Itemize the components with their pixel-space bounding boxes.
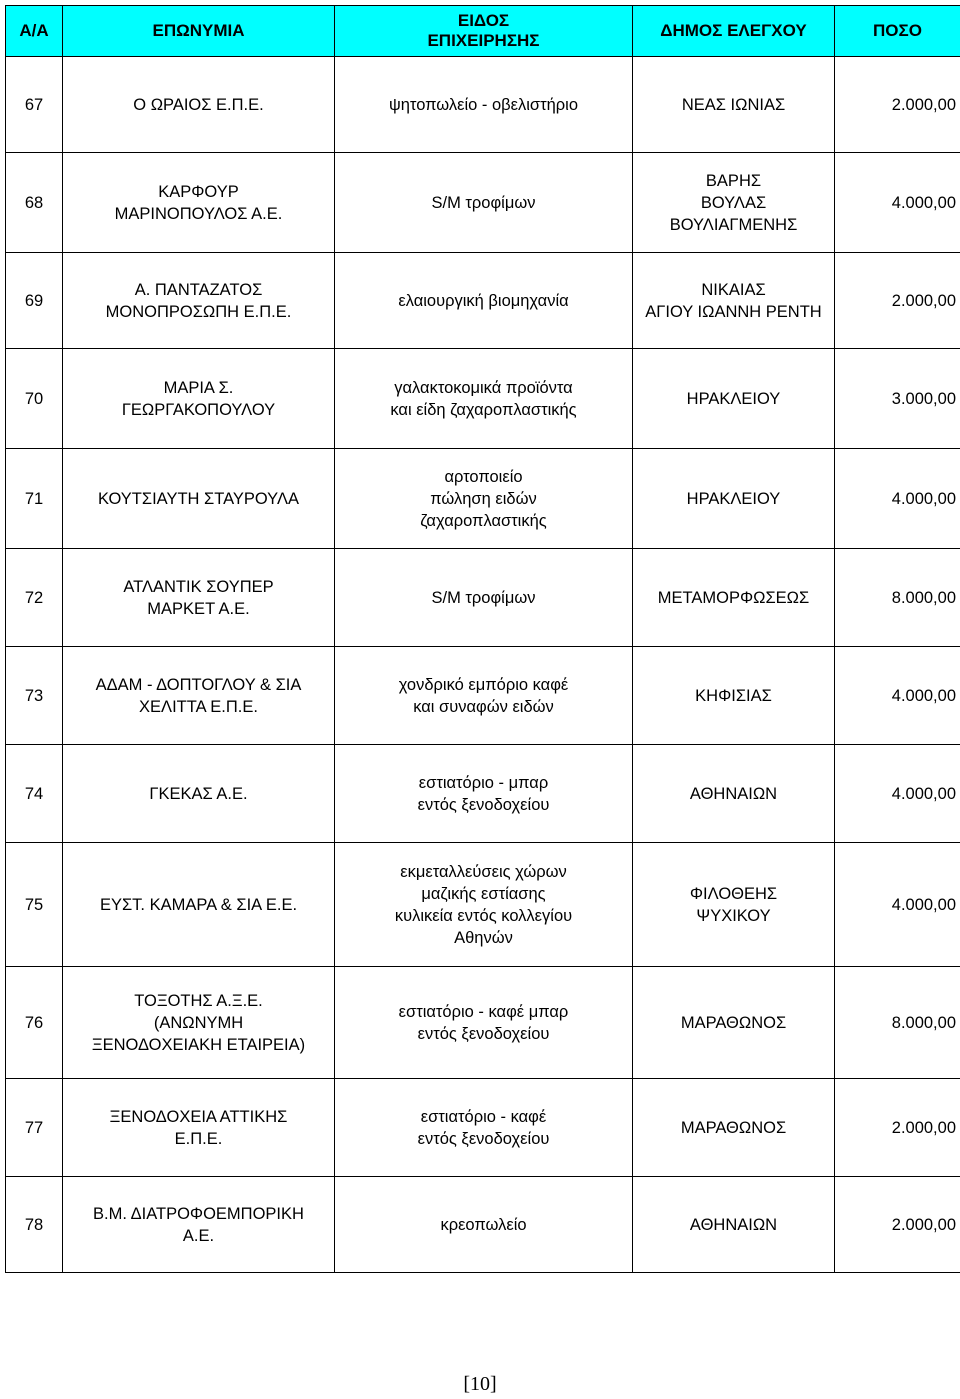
- cell-municipality: [633, 1079, 835, 1177]
- cell-municipality-line: ΦΙΛΟΘΕΗΣ: [689, 884, 778, 903]
- cell-company-name-line: Α. ΠΑΝΤΑΖΑΤΟΣ: [134, 280, 263, 299]
- cell-company-name: [63, 549, 335, 647]
- cell-municipality: [633, 549, 835, 647]
- cell-business-type-line: χονδρικό εμπόριο καφέ: [398, 675, 569, 694]
- cell-business-type-line: εστιατόριο - μπαρ: [418, 773, 549, 792]
- cell-municipality-line: ΒΑΡΗΣ: [705, 171, 762, 190]
- cell-company-name-line: ΜΟΝΟΠΡΟΣΩΠΗ Ε.Π.Ε.: [105, 302, 292, 321]
- cell-amount: 4.000,00: [835, 153, 960, 253]
- table-row: [6, 843, 960, 967]
- cell-company-name-line: Α.Ε.: [182, 1226, 215, 1245]
- cell-company-name-line: ΓΚΕΚΑΣ Α.Ε.: [149, 784, 248, 803]
- table-row: [6, 549, 960, 647]
- table-row: [6, 745, 960, 843]
- cell-business-type-line: και συναφών ειδών: [413, 697, 554, 716]
- cell-business-type-line: S/M τροφίμων: [431, 588, 536, 607]
- cell-municipality-line: ΒΟΥΛΙΑΓΜΕΝΗΣ: [669, 215, 798, 234]
- cell-municipality-line: ΝΕΑΣ ΙΩΝΙΑΣ: [681, 95, 786, 114]
- cell-municipality: [633, 647, 835, 745]
- cell-amount: 2.000,00: [835, 57, 960, 153]
- cell-company-name: [63, 253, 335, 349]
- cell-business-type-line: μαζικής εστίασης: [421, 884, 546, 903]
- cell-aa: 73: [6, 647, 63, 745]
- cell-municipality: [633, 449, 835, 549]
- cell-business-type-line: εστιατόριο - καφέ: [420, 1107, 547, 1126]
- cell-municipality: [633, 745, 835, 843]
- cell-aa: 75: [6, 843, 63, 967]
- cell-company-name: [63, 349, 335, 449]
- cell-company-name-line: ΧΕΛΙΤΤΑ Ε.Π.Ε.: [139, 697, 258, 716]
- cell-municipality: [633, 843, 835, 967]
- cell-business-type-line: πώληση ειδών: [430, 489, 537, 508]
- cell-municipality-line: ΑΘΗΝΑΙΩΝ: [689, 1215, 778, 1234]
- cell-company-name-line: ΓΕΩΡΓΑΚΟΠΟΥΛΟΥ: [121, 400, 276, 419]
- cell-company-name-line: ΜΑΡΙΝΟΠΟΥΛΟΣ Α.Ε.: [114, 204, 283, 223]
- cell-company-name-line: ΑΤΛΑΝΤΙΚ ΣΟΥΠΕΡ: [123, 577, 274, 596]
- table-row: [6, 1079, 960, 1177]
- cell-company-name: [63, 1079, 335, 1177]
- inspection-fines-table: [5, 5, 960, 1273]
- cell-aa: 72: [6, 549, 63, 647]
- cell-business-type: [335, 967, 633, 1079]
- cell-company-name-line: Ο ΩΡΑΙΟΣ Ε.Π.Ε.: [133, 95, 264, 114]
- cell-business-type-line: ελαιουργική βιομηχανία: [398, 291, 569, 310]
- cell-company-name-line: ΤΟΞΟΤΗΣ Α.Ξ.Ε.: [134, 991, 263, 1010]
- header-aa: Α/Α: [6, 6, 63, 57]
- cell-business-type-line: εντός ξενοδοχείου: [417, 795, 550, 814]
- cell-company-name-line: ΑΔΑΜ - ΔΟΠΤΟΓΛΟΥ & ΣΙΑ: [95, 675, 302, 694]
- table-row: [6, 647, 960, 745]
- cell-municipality-line: ΜΑΡΑΘΩΝΟΣ: [680, 1118, 787, 1137]
- cell-amount: 4.000,00: [835, 843, 960, 967]
- cell-municipality-line: ΑΓΙΟΥ ΙΩΑΝΝΗ ΡΕΝΤΗ: [645, 302, 822, 321]
- cell-company-name-line: ΚΑΡΦΟΥΡ: [158, 182, 239, 201]
- cell-aa: 69: [6, 253, 63, 349]
- table-row: [6, 57, 960, 153]
- header-type: [335, 6, 633, 57]
- cell-aa: 76: [6, 967, 63, 1079]
- cell-aa: 71: [6, 449, 63, 549]
- cell-municipality-line: ΗΡΑΚΛΕΙΟΥ: [686, 489, 781, 508]
- cell-business-type: [335, 843, 633, 967]
- cell-company-name-line: ΞΕΝΟΔΟΧΕΙΑΚΗ ΕΤΑΙΡΕΙΑ): [91, 1035, 306, 1054]
- cell-business-type: [335, 349, 633, 449]
- cell-company-name: [63, 745, 335, 843]
- cell-company-name: [63, 153, 335, 253]
- cell-business-type-line: εντός ξενοδοχείου: [417, 1024, 550, 1043]
- cell-amount: 4.000,00: [835, 647, 960, 745]
- cell-business-type-line: εκμεταλλεύσεις χώρων: [400, 862, 567, 881]
- cell-company-name-line: ΕΥΣΤ. ΚΑΜΑΡΑ & ΣΙΑ Ε.Ε.: [99, 895, 298, 914]
- cell-aa: 77: [6, 1079, 63, 1177]
- table-header-row: [6, 6, 960, 57]
- cell-municipality: [633, 57, 835, 153]
- cell-municipality-line: ΒΟΥΛΑΣ: [700, 193, 767, 212]
- cell-business-type-line: Αθηνών: [454, 928, 513, 947]
- header-type-line: ΕΙΔΟΣ: [457, 11, 510, 30]
- cell-municipality-line: ΗΡΑΚΛΕΙΟΥ: [686, 389, 781, 408]
- cell-business-type: [335, 745, 633, 843]
- table-row: [6, 253, 960, 349]
- table-row: [6, 153, 960, 253]
- cell-company-name: [63, 57, 335, 153]
- cell-company-name-line: Ε.Π.Ε.: [174, 1129, 223, 1148]
- cell-company-name-line: ΚΟΥΤΣΙΑΥΤΗ ΣΤΑΥΡΟΥΛΑ: [98, 489, 299, 508]
- cell-municipality: [633, 349, 835, 449]
- cell-municipality-line: ΚΗΦΙΣΙΑΣ: [695, 686, 772, 705]
- cell-amount: 4.000,00: [835, 449, 960, 549]
- table-row: [6, 967, 960, 1079]
- cell-company-name-line: (ΑΝΩΝΥΜΗ: [153, 1013, 244, 1032]
- cell-municipality: [633, 967, 835, 1079]
- cell-amount: 3.000,00: [835, 349, 960, 449]
- cell-business-type: [335, 57, 633, 153]
- cell-company-name: [63, 647, 335, 745]
- cell-company-name: [63, 967, 335, 1079]
- cell-amount: 2.000,00: [835, 1177, 960, 1273]
- page-number: [10]: [463, 1373, 497, 1395]
- cell-business-type: [335, 153, 633, 253]
- cell-business-type-line: γαλακτοκομικά προϊόντα: [394, 378, 573, 397]
- cell-business-type-line: κυλικεία εντός κολλεγίου: [394, 906, 573, 925]
- cell-company-name: [63, 843, 335, 967]
- cell-aa: 67: [6, 57, 63, 153]
- cell-aa: 68: [6, 153, 63, 253]
- cell-amount: 2.000,00: [835, 253, 960, 349]
- cell-business-type: [335, 253, 633, 349]
- cell-business-type-line: και είδη ζαχαροπλαστικής: [390, 400, 577, 419]
- cell-business-type: [335, 1177, 633, 1273]
- cell-company-name-line: ΜΑΡΙΑ Σ.: [163, 378, 234, 397]
- cell-business-type-line: S/M τροφίμων: [431, 193, 536, 212]
- cell-municipality-line: ΑΘΗΝΑΙΩΝ: [689, 784, 778, 803]
- cell-municipality-line: ΜΑΡΑΘΩΝΟΣ: [680, 1013, 787, 1032]
- table-row: [6, 449, 960, 549]
- cell-business-type-line: εστιατόριο - καφέ μπαρ: [398, 1002, 569, 1021]
- cell-municipality: [633, 253, 835, 349]
- cell-business-type-line: αρτοποιείο: [444, 467, 523, 486]
- cell-company-name: [63, 1177, 335, 1273]
- cell-aa: 78: [6, 1177, 63, 1273]
- cell-business-type-line: ψητοπωλείο - οβελιστήριο: [388, 95, 579, 114]
- table-row: [6, 349, 960, 449]
- cell-business-type-line: κρεοπωλείο: [440, 1215, 527, 1234]
- cell-company-name-line: ΜΑΡΚΕΤ Α.Ε.: [147, 599, 250, 618]
- cell-business-type: [335, 549, 633, 647]
- header-name: ΕΠΩΝΥΜΙΑ: [63, 6, 335, 57]
- cell-aa: 74: [6, 745, 63, 843]
- cell-business-type: [335, 449, 633, 549]
- cell-municipality-line: ΨΥΧΙΚΟΥ: [696, 906, 771, 925]
- cell-municipality: [633, 1177, 835, 1273]
- cell-company-name-line: ΞΕΝΟΔΟΧΕΙΑ ΑΤΤΙΚΗΣ: [109, 1107, 288, 1126]
- cell-business-type: [335, 647, 633, 745]
- cell-company-name: [63, 449, 335, 549]
- cell-amount: 8.000,00: [835, 549, 960, 647]
- cell-amount: 8.000,00: [835, 967, 960, 1079]
- cell-company-name-line: Β.Μ. ΔΙΑΤΡΟΦΟΕΜΠΟΡΙΚΗ: [93, 1204, 304, 1223]
- cell-business-type-line: εντός ξενοδοχείου: [417, 1129, 550, 1148]
- cell-business-type: [335, 1079, 633, 1177]
- cell-municipality-line: ΜΕΤΑΜΟΡΦΩΣΕΩΣ: [657, 588, 810, 607]
- cell-amount: 4.000,00: [835, 745, 960, 843]
- header-municipality: ΔΗΜΟΣ ΕΛΕΓΧΟΥ: [633, 6, 835, 57]
- cell-aa: 70: [6, 349, 63, 449]
- cell-business-type-line: ζαχαροπλαστικής: [420, 511, 547, 530]
- cell-municipality-line: ΝΙΚΑΙΑΣ: [701, 280, 766, 299]
- table-row: [6, 1177, 960, 1273]
- header-type-line: ΕΠΙΧΕΙΡΗΣΗΣ: [427, 31, 540, 50]
- header-amount: ΠΟΣΟ: [835, 6, 960, 57]
- cell-amount: 2.000,00: [835, 1079, 960, 1177]
- cell-municipality: [633, 153, 835, 253]
